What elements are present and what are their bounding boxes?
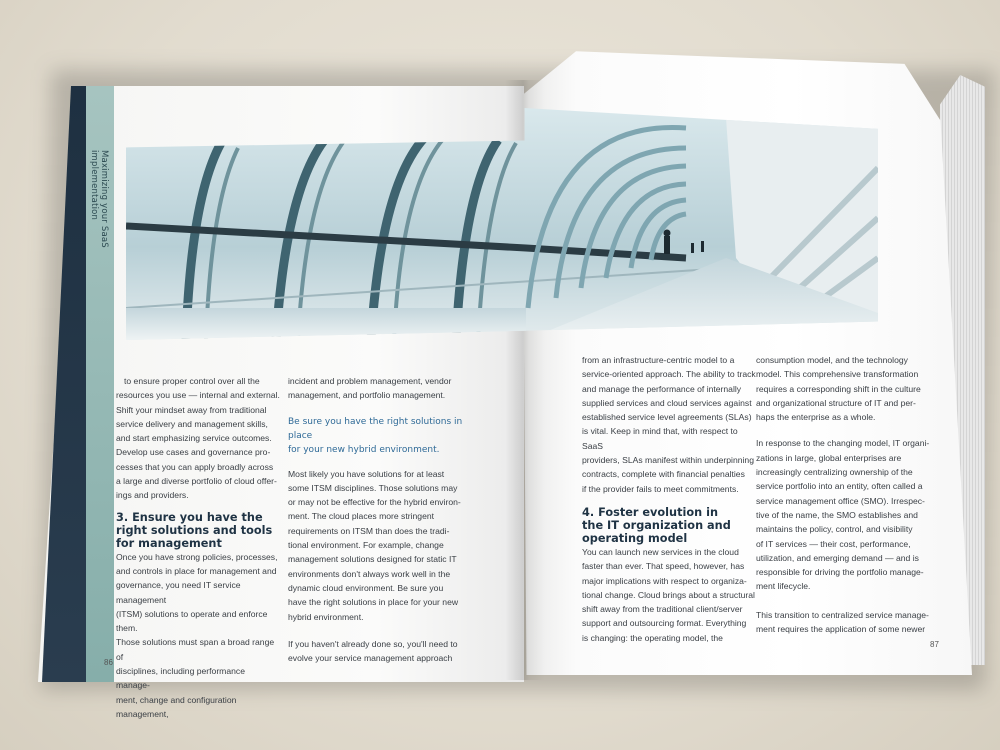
text-line: is changing: the operating model, the	[582, 632, 723, 643]
text-line: consumption model, and the technology	[756, 355, 908, 365]
text-line: and organizational structure of IT and per-	[756, 397, 916, 408]
text-line: contracts, complete with financial penalties	[582, 469, 745, 480]
text-line: ment, change and configuration management,	[116, 694, 237, 719]
section-heading-3: 3. Ensure you have the right solutions and tools for management	[116, 510, 273, 550]
text-line: of IT services — their cost, performance,	[756, 538, 911, 549]
text-line: Shift your mindset away from traditional	[116, 404, 267, 415]
text-line: Most likely you have solutions for at least	[288, 468, 445, 479]
text-line: responsible for driving the portfolio manage-	[756, 567, 924, 578]
text-line: support and outsourcing format. Everything	[582, 618, 747, 629]
section-heading-4: 4. Foster evolution in the IT organization and operating model	[582, 505, 731, 545]
text-line: governance, you need IT service management	[116, 580, 241, 605]
text-line: incident and problem management, vendor	[288, 376, 452, 386]
text-line: ment lifecycle.	[756, 581, 811, 592]
text-line: maintains the policy, control, and visibility	[756, 524, 913, 535]
text-line: Those solutions must span a broad range of	[116, 637, 275, 662]
text-line: model. This comprehensive transformation	[756, 369, 919, 380]
text-line: tional change. Cloud brings about a structural	[582, 589, 755, 600]
text-line: cesses that you can apply broadly across	[116, 461, 274, 472]
text-line: providers, SLAs manifest within underpinning	[582, 455, 754, 466]
text-line: a large and diverse portfolio of cloud offer-	[116, 476, 277, 487]
text-line: tional environment. For example, change	[288, 540, 444, 551]
text-line: requires a corresponding shift in the culture	[756, 383, 921, 394]
page-number-left: 86	[104, 658, 113, 667]
text-line: evolve your service management approach	[288, 653, 453, 664]
text-line: tive of the name, the SMO establishes and	[756, 509, 918, 520]
text-line: resources you use — internal and external.	[116, 390, 280, 401]
text-line: service management office (SMO). Irrespec-	[756, 495, 925, 506]
text-line: hybrid environment.	[288, 611, 364, 622]
text-line: is vital. Keep in mind that, with respect to SaaS	[582, 426, 738, 451]
text-line: If you haven't already done so, you'll need to	[288, 638, 458, 649]
text-line: management solutions designed for static IT	[288, 554, 457, 565]
text-line: have the right solutions in place for your new	[288, 597, 459, 608]
text-line: (ITSM) solutions to operate and enforce them.	[116, 608, 268, 634]
text-line: shift away from the traditional client/server	[582, 604, 743, 615]
text-line: Once you have strong policies, processes,	[116, 551, 278, 562]
text-line: major implications with respect to organiza-	[582, 575, 747, 586]
text-line: service portfolio into an entity, often called a	[756, 481, 923, 492]
side-band-label: Maximizing your SaaS implementation	[89, 150, 109, 248]
text-line: Develop use cases and governance pro-	[116, 447, 271, 458]
text-line: This transition to centralized service manage-	[756, 609, 929, 620]
text-line: In response to the changing model, IT organi-	[756, 438, 930, 449]
text-line: service delivery and management skills,	[116, 418, 268, 429]
text-line: zations in large, global enterprises are	[756, 452, 902, 463]
text-line: faster than ever. That speed, however, has	[582, 561, 745, 572]
text-line: environments don't always work well in the	[288, 568, 451, 579]
text-line: to ensure proper control over all the	[124, 376, 260, 386]
callout-text: Be sure you have the right solutions in place for your new hybrid environment.	[288, 416, 463, 455]
text-line: service-oriented approach. The ability to track	[582, 369, 756, 380]
text-line: ment requires the application of some newer	[756, 624, 926, 635]
text-line: and controls in place for management and	[116, 565, 277, 576]
right-column-1	[582, 353, 757, 645]
text-line: established service level agreements (SLAs)	[582, 412, 752, 423]
text-line: ment. The cloud places more stringent	[288, 511, 435, 522]
text-line: requirements on ITSM than does the tradi-	[288, 525, 450, 536]
text-line: increasingly centralizing ownership of the	[756, 467, 913, 478]
text-line: if the provider fails to meet commitments.	[582, 483, 739, 494]
text-line: ings and providers.	[116, 490, 189, 501]
text-line: management, and portfolio management.	[288, 390, 446, 401]
left-column-1	[116, 374, 281, 721]
text-line: haps the enterprise as a whole.	[756, 412, 876, 423]
text-line: from an infrastructure-centric model to a	[582, 355, 735, 365]
text-line: dynamic cloud environment. Be sure you	[288, 582, 444, 593]
text-line: and manage the performance of internally	[582, 383, 742, 394]
text-line: utilization, and emerging demand — and is	[756, 552, 919, 563]
text-line: and start emphasizing service outcomes.	[116, 433, 272, 444]
left-column-2	[288, 374, 463, 665]
page-number-right: 87	[930, 640, 939, 649]
text-line: some ITSM disciplines. Those solutions may	[288, 482, 458, 493]
right-column-2	[756, 353, 931, 636]
text-line: You can launch new services in the cloud	[582, 546, 739, 557]
text-line: or may not be effective for the hybrid environ-	[288, 497, 461, 508]
text-line: supplied services and cloud services against	[582, 397, 752, 408]
text-line: disciplines, including performance manage-	[116, 666, 245, 691]
